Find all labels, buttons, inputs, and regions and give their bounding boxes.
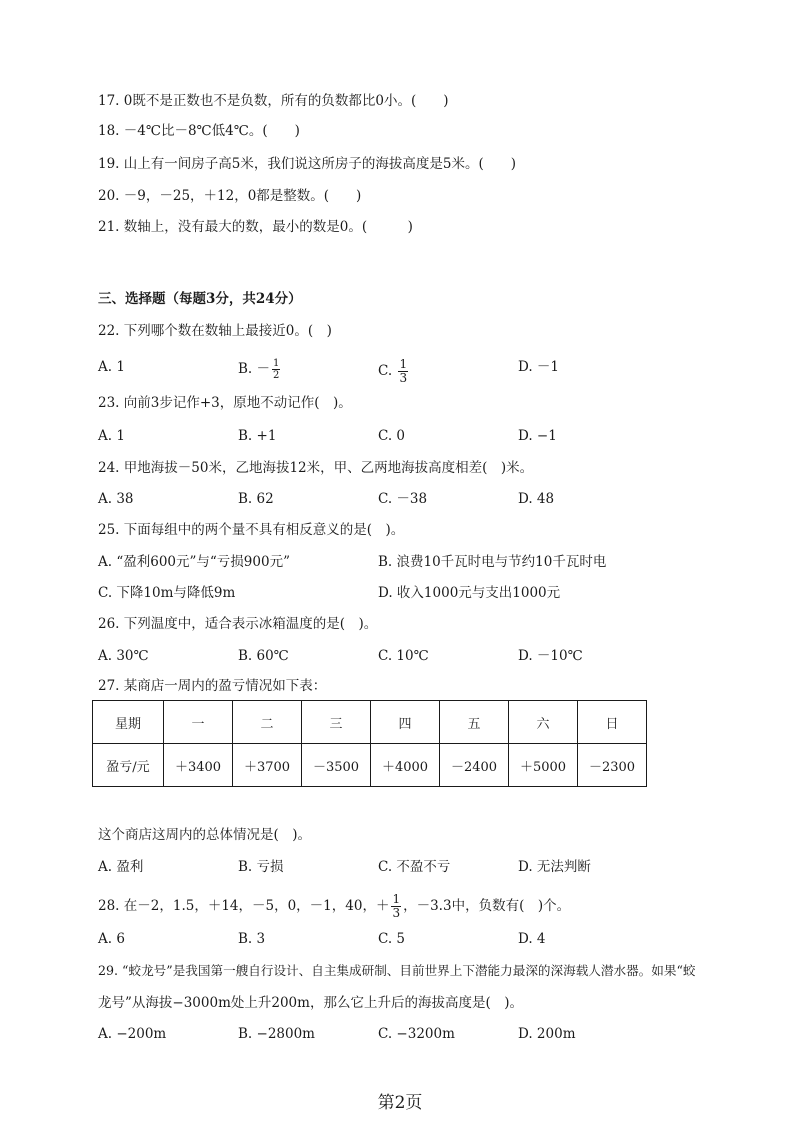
fraction-denominator: 3 [392,906,401,920]
option-d: D. 收入1000元与支出1000元 [378,585,561,601]
option-d: D. 无法判断 [518,859,591,875]
fraction-denominator: 3 [399,371,408,385]
table-cell: 日 [578,701,647,744]
question-20: 20. －9，－25，＋12，0都是整数。( ) [98,188,362,204]
option-d: D. －1 [518,359,560,375]
profit-loss-table [92,700,647,787]
table-cell: 二 [233,701,302,744]
option-a: A. 1 [98,428,125,444]
question-19: 19. 山上有一间房子高5米，我们说这所房子的海拔高度是5米。( ) [98,156,516,172]
option-b: B. 3 [238,931,266,947]
option-b-prefix: B. － [238,361,271,377]
fraction-numerator: 1 [273,358,280,369]
option-c: C. 5 [378,931,406,947]
table-row [93,744,647,787]
option-b: B. 亏损 [238,859,284,875]
option-c: C. －38 [378,491,428,507]
question-28-stem [98,893,570,920]
question-28-text-before: 28. 在－2，1.5，＋14，－5，0，－1，40，＋ [98,898,390,914]
option-c: C. 10℃ [378,648,429,664]
table-cell: ＋4000 [371,744,440,787]
option-c: C. 不盈不亏 [378,859,451,875]
question-23-stem: 23. 向前3步记作+3，原地不动记作( )。 [98,395,352,411]
option-c: C. 下降10m与降低9m [98,585,236,601]
fraction-numerator: 1 [399,357,408,371]
option-b: B. 60℃ [238,648,289,664]
option-b: B. +1 [238,428,277,444]
question-27-stem: 27. 某商店一周内的盈亏情况如下表： [98,678,327,694]
page-number: 第2页 [377,1093,423,1113]
option-b: B. −2800m [238,1026,315,1042]
table-cell: －3500 [302,744,371,787]
option-c: C. 0 [378,428,406,444]
question-29-stem-line1: 29. “蛟龙号”是我国第一艘自行设计、自主集成研制、目前世界上下潜能力最深的深海载人潜水器。如果“蛟 [98,963,696,978]
option-d: D. 4 [518,931,546,947]
section-title: 三、选择题（每题3分，共24分） [98,291,302,307]
fraction [398,358,408,385]
table-cell: 四 [371,701,440,744]
option-a: A. 6 [98,931,125,947]
option-a: A. 30℃ [98,648,149,664]
option-d: D. －10℃ [518,648,583,664]
fraction-numerator: 1 [392,892,401,906]
table-cell: ＋3700 [233,744,302,787]
question-17: 17. 0既不是正数也不是负数，所有的负数都比0小。( ) [98,93,449,109]
question-21: 21. 数轴上，没有最大的数，最小的数是0。( ) [98,219,413,235]
table-header-row [93,701,647,744]
fraction-denominator: 2 [273,370,280,381]
option-d: D. 48 [518,491,555,507]
table-cell: 五 [440,701,509,744]
table-cell: ＋3400 [164,744,233,787]
question-26-stem: 26. 下列温度中，适合表示冰箱温度的是( )。 [98,616,378,632]
option-b [238,358,282,381]
table-cell: 一 [164,701,233,744]
question-28-text-after: ，－3.3中，负数有( )个。 [403,898,571,914]
question-18: 18. －4℃比－8℃低4℃。( ) [98,123,300,139]
option-b: B. 浪费10千瓦时电与节约10千瓦时电 [378,554,607,570]
table-cell: －2400 [440,744,509,787]
table-cell: 盈亏/元 [93,744,164,787]
option-a: A. 1 [98,359,125,375]
question-29-stem-line2: 龙号”从海拔−3000m处上升200m，那么它上升后的海拔高度是( )。 [98,995,523,1011]
fraction [272,358,280,381]
table-cell: 三 [302,701,371,744]
question-27-question: 这个商店这周内的总体情况是( )。 [98,827,312,843]
option-a: A. “盈利600元”与“亏损900元” [98,554,290,570]
option-d: D. 200m [518,1026,576,1042]
option-c-prefix: C. [378,363,393,379]
option-a: A. 盈利 [98,859,144,875]
option-d: D. −1 [518,428,557,444]
option-b: B. 62 [238,491,274,507]
table-cell: 星期 [93,701,164,744]
question-22-stem: 22. 下列哪个数在数轴上最接近0。( ) [98,323,332,339]
table-cell: 六 [509,701,578,744]
option-c: C. −3200m [378,1026,455,1042]
fraction [391,893,401,920]
table-cell: ＋5000 [509,744,578,787]
question-24-stem: 24. 甲地海拔－50米，乙地海拔12米，甲、乙两地海拔高度相差( )米。 [98,460,534,476]
table-cell: －2300 [578,744,647,787]
option-c [378,358,410,385]
option-a: A. 38 [98,491,134,507]
option-a: A. −200m [98,1026,167,1042]
question-25-stem: 25. 下面每组中的两个量不具有相反意义的是( )。 [98,522,405,538]
